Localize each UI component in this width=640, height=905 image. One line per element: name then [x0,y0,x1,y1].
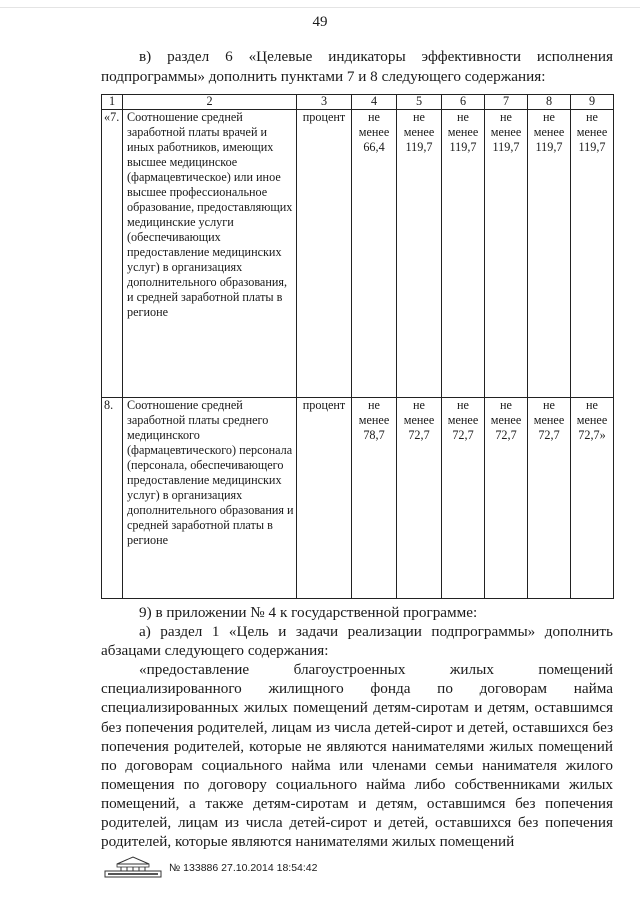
column-header: 3 [297,95,352,110]
value-cell: не менее 78,7 [352,398,397,599]
indicator-description: Соотношение средней заработной платы среднего медицинского (фармацевтического) персонала (персонала, обеспечивающего предоставление медицинских услуг) в организациях дополнительного образования и средней заработной платы в регионе [123,398,297,599]
column-header: 5 [397,95,442,110]
scan-artifact [0,7,640,8]
column-header: 2 [123,95,297,110]
value-cell: не менее 66,4 [352,110,397,398]
value-cell: не менее 119,7 [528,110,571,398]
paragraph: а) раздел 1 «Цель и задачи реализации подпрограммы» дополнить абзацами следующего содержания: [101,623,613,660]
value-cell: не менее 72,7» [571,398,614,599]
column-header: 4 [352,95,397,110]
value-cell: не менее 119,7 [397,110,442,398]
value-cell: не менее 72,7 [442,398,485,599]
column-header: 6 [442,95,485,110]
intro-line-2: подпрограммы» дополнить пунктами 7 и 8 следующего содержания: [101,68,546,85]
scan-stamp-icon [103,854,163,883]
unit-cell: процент [297,110,352,398]
table-header-row [102,95,614,110]
value-cell: не менее 72,7 [528,398,571,599]
paragraph: «предоставление благоустроенных жилых помещений специализированного жилищного фонда по договорам найма специализированных жилых помещений детям-сиротам и детям, оставшимся без попечения родителей, лицам из числа детей-сирот и детей, оставшихся без попечения родителей, которые не являются нанимателями жилых помещений по договорам социального найма или членами семьи нанимателя жилого помещения по договору социального найма либо собственниками жилых помещений, а также детям-сиротам и детям, оставшимся без попечения родителей, лицам из числа детей-сирот и детей, оставшихся без попечения родителей, которые являются нанимателями жилых помещений [101,661,613,851]
row-number: 8. [102,398,123,599]
column-header: 1 [102,95,123,110]
value-cell: не менее 72,7 [397,398,442,599]
value-cell: не менее 119,7 [485,110,528,398]
row-number: «7. [102,110,123,398]
table-row [102,398,614,599]
body-text [101,603,613,851]
document-id: № 133886 27.10.2014 18:54:42 [169,862,318,874]
table-row [102,110,614,398]
indicators-table [101,94,614,599]
column-header: 9 [571,95,614,110]
unit-cell: процент [297,398,352,599]
column-header: 7 [485,95,528,110]
value-cell: не менее 119,7 [571,110,614,398]
paragraph: 9) в приложении № 4 к государственной программе: [139,604,478,621]
value-cell: не менее 72,7 [485,398,528,599]
page-number: 49 [312,14,328,30]
value-cell: не менее 119,7 [442,110,485,398]
indicator-description: Соотношение средней заработной платы врачей и иных работников, имеющих высшее медицинское (фармацевтическое) или иное высшее профессиональное образование, предоставляющих медицинские услуги (обеспечивающих предоставление медицинских услуг) в организациях дополнительного образования, и средней заработной платы в регионе [123,110,297,398]
intro-line-1: в) раздел 6 «Целевые индикаторы эффективности исполнения [139,48,613,65]
column-header: 8 [528,95,571,110]
